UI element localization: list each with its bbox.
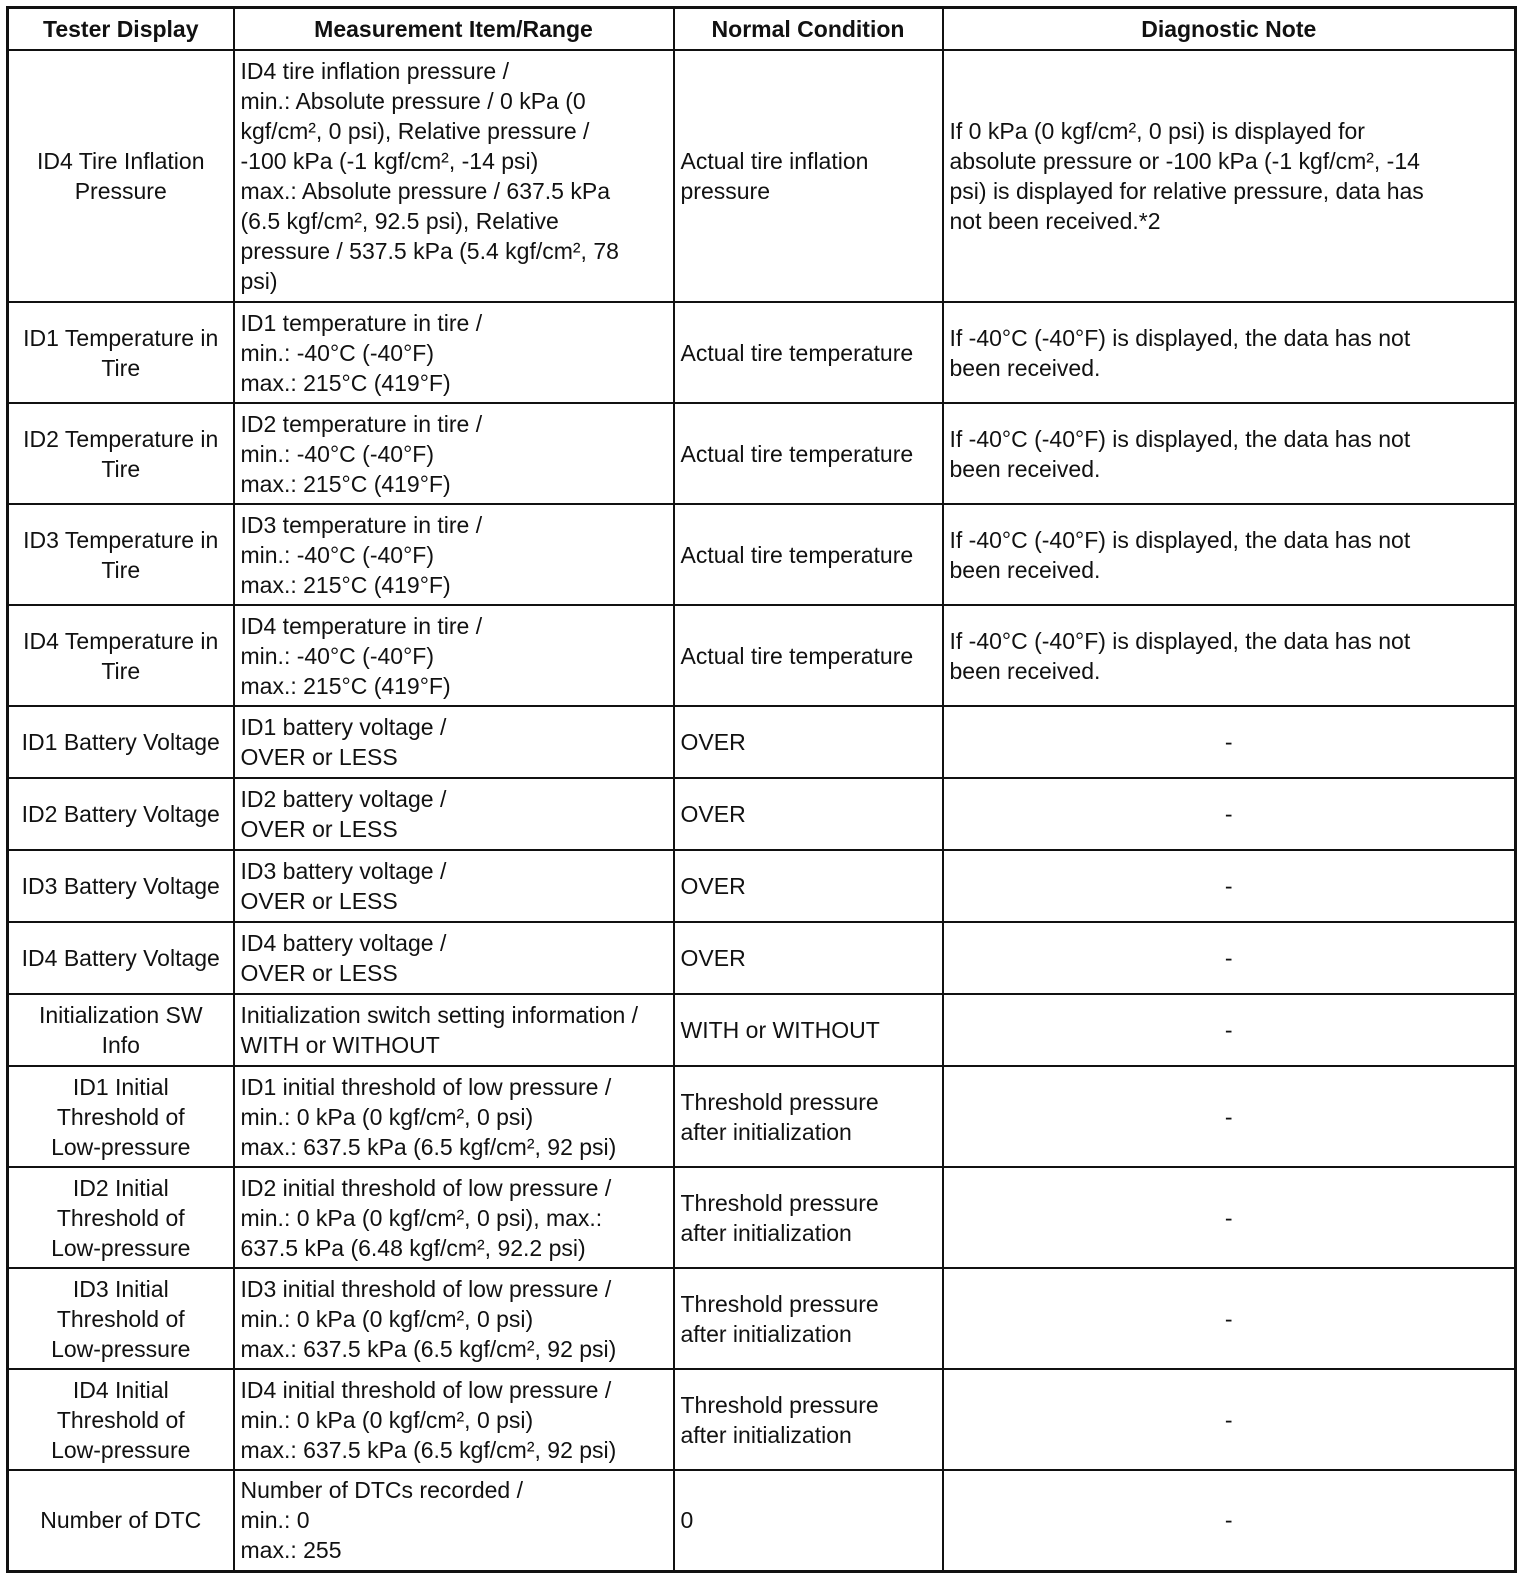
diagnostic-note-cell: -: [943, 1369, 1516, 1470]
tester-display-cell: ID4 Temperature in Tire: [8, 605, 234, 706]
tester-display-cell: ID2 Temperature in Tire: [8, 403, 234, 504]
diagnostic-note-cell: -: [943, 1167, 1516, 1268]
table-row: [8, 1369, 1516, 1470]
table-row: [8, 1167, 1516, 1268]
normal-condition-cell: OVER: [674, 850, 943, 922]
measurement-cell: ID3 initial threshold of low pressure / min.: 0 kPa (0 kgf/cm², 0 psi) max.: 637.5 kPa (6.5 kgf/cm², 92 psi): [234, 1268, 674, 1369]
measurement-cell: ID2 temperature in tire / min.: -40°C (-40°F) max.: 215°C (419°F): [234, 403, 674, 504]
normal-condition-cell: OVER: [674, 778, 943, 850]
diagnostic-note-cell: -: [943, 922, 1516, 994]
normal-condition-cell: Threshold pressure after initialization: [674, 1167, 943, 1268]
normal-condition-cell: Actual tire temperature: [674, 504, 943, 605]
tester-display-cell: ID3 Temperature in Tire: [8, 504, 234, 605]
normal-condition-cell: OVER: [674, 922, 943, 994]
table-row: [8, 994, 1516, 1066]
table-row: [8, 302, 1516, 403]
header-measurement-item-range: Measurement Item/Range: [234, 8, 674, 51]
tester-display-cell: ID3 Battery Voltage: [8, 850, 234, 922]
table-row: [8, 605, 1516, 706]
measurement-cell: ID4 battery voltage / OVER or LESS: [234, 922, 674, 994]
table-row: [8, 850, 1516, 922]
table-row: [8, 504, 1516, 605]
tester-display-cell: ID2 Initial Threshold of Low-pressure: [8, 1167, 234, 1268]
table-row: [8, 50, 1516, 302]
tester-display-cell: ID2 Battery Voltage: [8, 778, 234, 850]
measurement-cell: Initialization switch setting information / WITH or WITHOUT: [234, 994, 674, 1066]
diagnostic-note-cell: If -40°C (-40°F) is displayed, the data has not been received.: [943, 605, 1516, 706]
diagnostic-note-cell: -: [943, 1066, 1516, 1167]
tester-display-cell: ID1 Temperature in Tire: [8, 302, 234, 403]
table-row: [8, 922, 1516, 994]
table-row: [8, 403, 1516, 504]
tester-display-cell: ID1 Battery Voltage: [8, 706, 234, 778]
measurement-cell: ID2 battery voltage / OVER or LESS: [234, 778, 674, 850]
table-row: [8, 778, 1516, 850]
diagnostic-note-cell: -: [943, 778, 1516, 850]
normal-condition-cell: Actual tire temperature: [674, 403, 943, 504]
normal-condition-cell: WITH or WITHOUT: [674, 994, 943, 1066]
tester-display-cell: Initialization SW Info: [8, 994, 234, 1066]
diagnostic-note-cell: If 0 kPa (0 kgf/cm², 0 psi) is displayed for absolute pressure or -100 kPa (-1 kgf/cm², -14 psi) is displayed for relative pressure, data has not been received.*2: [943, 50, 1516, 302]
normal-condition-cell: Actual tire temperature: [674, 605, 943, 706]
measurement-cell: ID3 battery voltage / OVER or LESS: [234, 850, 674, 922]
diagnostic-note-cell: -: [943, 994, 1516, 1066]
measurement-cell: Number of DTCs recorded / min.: 0 max.: 255: [234, 1470, 674, 1571]
table-row: [8, 1066, 1516, 1167]
measurement-cell: ID3 temperature in tire / min.: -40°C (-40°F) max.: 215°C (419°F): [234, 504, 674, 605]
table-row: [8, 1470, 1516, 1571]
measurement-cell: ID1 initial threshold of low pressure / min.: 0 kPa (0 kgf/cm², 0 psi) max.: 637.5 kPa (6.5 kgf/cm², 92 psi): [234, 1066, 674, 1167]
table-row: [8, 1268, 1516, 1369]
measurement-cell: ID4 temperature in tire / min.: -40°C (-40°F) max.: 215°C (419°F): [234, 605, 674, 706]
header-normal-condition: Normal Condition: [674, 8, 943, 51]
diagnostic-note-cell: -: [943, 1470, 1516, 1571]
tester-display-cell: ID4 Initial Threshold of Low-pressure: [8, 1369, 234, 1470]
diagnostic-note-cell: -: [943, 706, 1516, 778]
normal-condition-cell: 0: [674, 1470, 943, 1571]
measurement-cell: ID2 initial threshold of low pressure / min.: 0 kPa (0 kgf/cm², 0 psi), max.: 637.5 kPa (6.48 kgf/cm², 92.2 psi): [234, 1167, 674, 1268]
tester-display-cell: ID3 Initial Threshold of Low-pressure: [8, 1268, 234, 1369]
normal-condition-cell: Actual tire temperature: [674, 302, 943, 403]
normal-condition-cell: Threshold pressure after initialization: [674, 1066, 943, 1167]
diagnostic-note-cell: If -40°C (-40°F) is displayed, the data has not been received.: [943, 504, 1516, 605]
data-list-table: [6, 6, 1517, 1573]
diagnostic-note-cell: -: [943, 1268, 1516, 1369]
tester-display-cell: ID4 Battery Voltage: [8, 922, 234, 994]
measurement-cell: ID1 temperature in tire / min.: -40°C (-40°F) max.: 215°C (419°F): [234, 302, 674, 403]
normal-condition-cell: Threshold pressure after initialization: [674, 1268, 943, 1369]
normal-condition-cell: Actual tire inflation pressure: [674, 50, 943, 302]
normal-condition-cell: Threshold pressure after initialization: [674, 1369, 943, 1470]
table-header-row: [8, 8, 1516, 51]
tester-display-cell: Number of DTC: [8, 1470, 234, 1571]
table-row: [8, 706, 1516, 778]
normal-condition-cell: OVER: [674, 706, 943, 778]
tester-display-cell: ID1 Initial Threshold of Low-pressure: [8, 1066, 234, 1167]
measurement-cell: ID4 initial threshold of low pressure / min.: 0 kPa (0 kgf/cm², 0 psi) max.: 637.5 kPa (6.5 kgf/cm², 92 psi): [234, 1369, 674, 1470]
header-tester-display: Tester Display: [8, 8, 234, 51]
measurement-cell: ID1 battery voltage / OVER or LESS: [234, 706, 674, 778]
measurement-cell: ID4 tire inflation pressure / min.: Absolute pressure / 0 kPa (0 kgf/cm², 0 psi), Relative pressure / -100 kPa (-1 kgf/cm², -14 psi) max.: Absolute pressure / 637.5 kPa (6.5 kgf/cm², 92.5 psi), Relative pressure / 537.5 kPa (5.4 kgf/cm², 78 psi): [234, 50, 674, 302]
diagnostic-note-cell: If -40°C (-40°F) is displayed, the data has not been received.: [943, 403, 1516, 504]
diagnostic-note-cell: -: [943, 850, 1516, 922]
tester-display-cell: ID4 Tire Inflation Pressure: [8, 50, 234, 302]
header-diagnostic-note: Diagnostic Note: [943, 8, 1516, 51]
diagnostic-note-cell: If -40°C (-40°F) is displayed, the data has not been received.: [943, 302, 1516, 403]
data-list-table-container: [6, 6, 1517, 1573]
